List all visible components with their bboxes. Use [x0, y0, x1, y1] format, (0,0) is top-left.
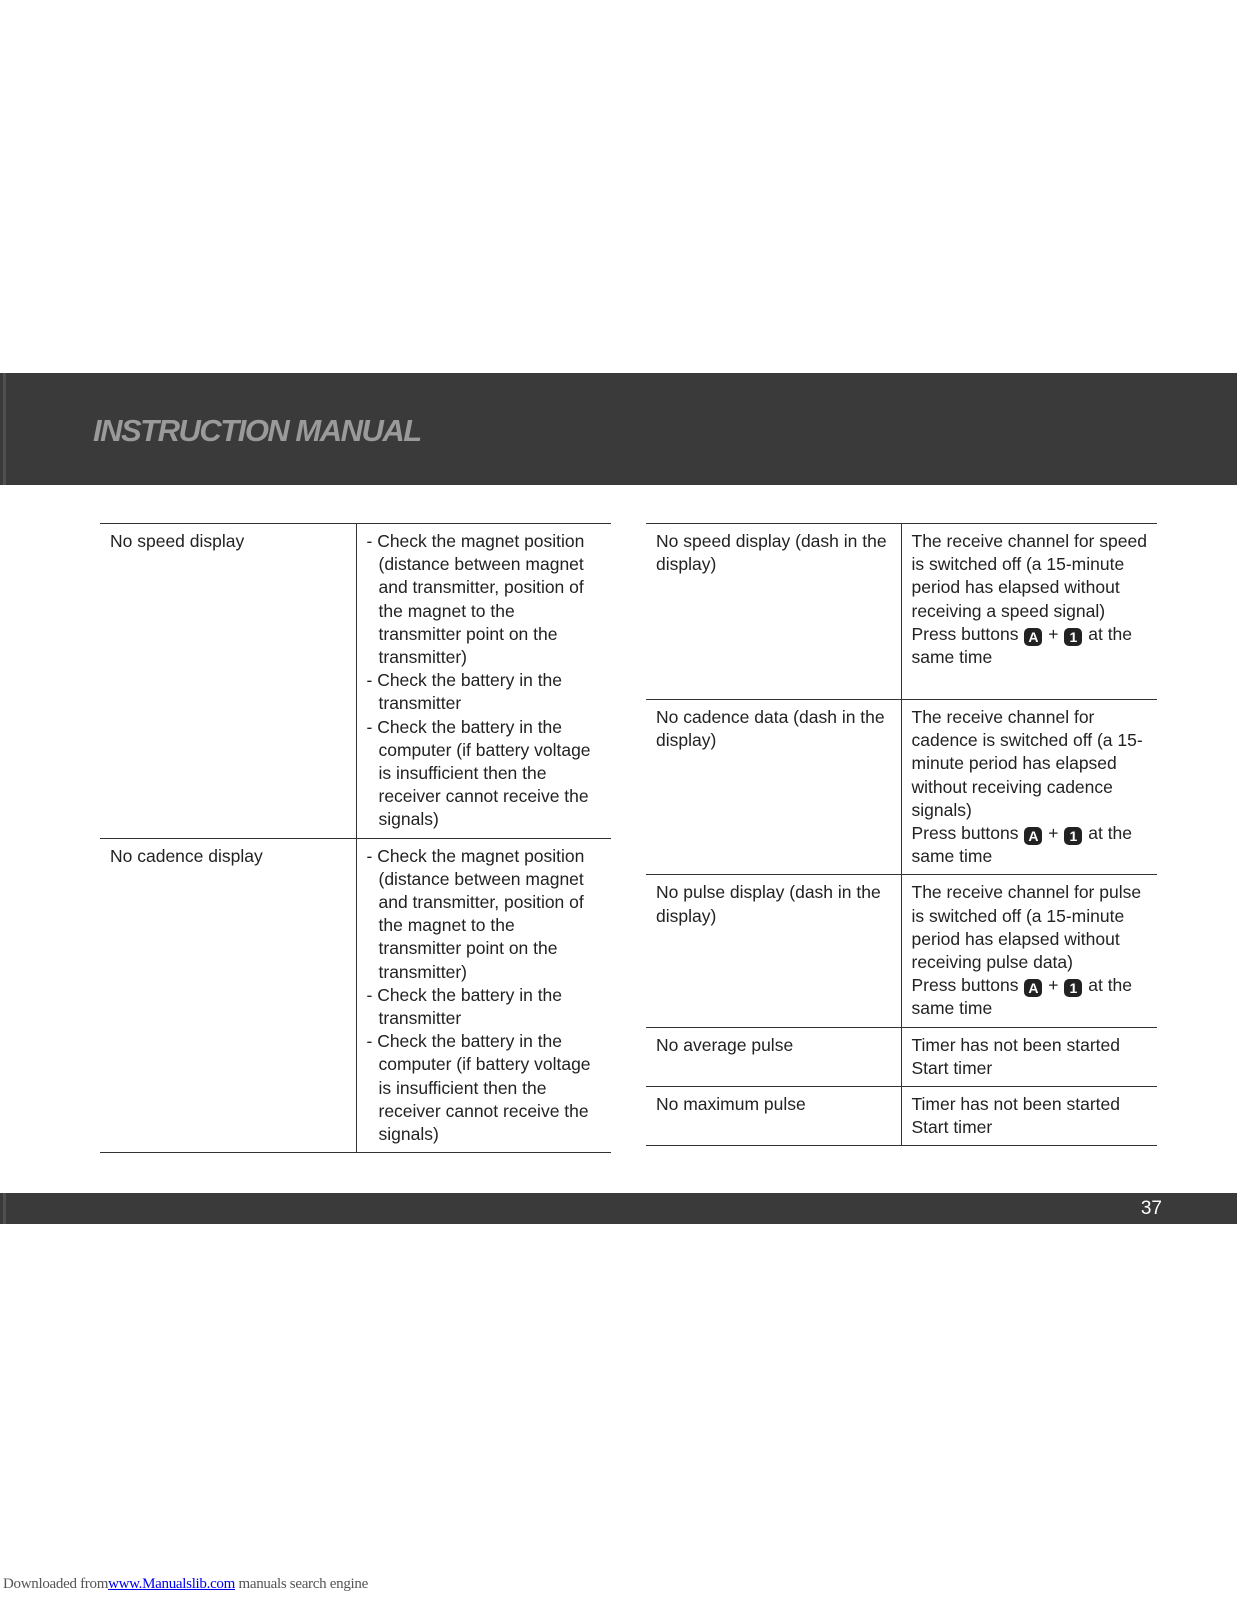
- problem-cell: No pulse display (dash in the display): [646, 875, 901, 1027]
- press-instruction: [912, 623, 1148, 669]
- cause-cell: [901, 875, 1157, 1027]
- button-1-icon: 1: [1064, 628, 1082, 646]
- manualslib-link[interactable]: www.Manualslib.com: [108, 1576, 236, 1592]
- list-item: - Check the battery in the computer (if battery voltage is insufficient then the receiver cannot receive the signals): [366, 716, 591, 830]
- list-item: - Check the battery in the computer (if battery voltage is insufficient then the receiver cannot receive the signals): [366, 1031, 591, 1145]
- cause-cell: [901, 1027, 1157, 1086]
- press-suffix: at the same time: [911, 975, 1133, 1019]
- button-a-icon: A: [1024, 628, 1042, 646]
- troubleshooting-table-left: [100, 523, 611, 1153]
- press-instruction: [912, 974, 1148, 1020]
- download-prefix: Downloaded from: [3, 1576, 109, 1592]
- footer-band: [0, 1193, 1237, 1224]
- table-row: [646, 1027, 1157, 1086]
- troubleshooting-table-right: [646, 523, 1157, 1146]
- press-prefix: Press buttons: [911, 975, 1019, 996]
- problem-cell: No maximum pulse: [646, 1087, 901, 1146]
- table-row: [646, 1087, 1157, 1146]
- list-item: - Check the magnet position (distance between magnet and transmitter, position of the magnet to the transmitter point on the transmitter): [366, 531, 585, 668]
- list-item: - Check the battery in the transmitter: [366, 670, 563, 714]
- list-item: - Check the magnet position (distance between magnet and transmitter, position of the magnet to the transmitter point on the transmitter): [366, 845, 585, 982]
- cause-text: Timer has not been started: [911, 1094, 1120, 1115]
- plus-sign: +: [1048, 823, 1059, 844]
- header-band-edge: [3, 373, 6, 485]
- footer-band-edge: [3, 1193, 6, 1224]
- press-instruction: [912, 822, 1148, 868]
- cause-text: The receive channel for speed is switched off (a 15-minute period has elapsed without receiving a speed signal): [911, 531, 1147, 621]
- cause-cell: [901, 1087, 1157, 1146]
- button-1-icon: 1: [1064, 827, 1082, 845]
- download-suffix: manuals search engine: [235, 1576, 368, 1592]
- problem-cell: No average pulse: [646, 1027, 901, 1086]
- plus-sign: +: [1048, 623, 1059, 644]
- checks-cell: [356, 838, 611, 1153]
- action-text: Start timer: [911, 1117, 993, 1138]
- action-text: Start timer: [911, 1057, 993, 1078]
- cause-text: The receive channel for pulse is switched off (a 15-minute period has elapsed without receiving pulse data): [911, 882, 1142, 973]
- button-a-icon: A: [1024, 979, 1042, 997]
- check-list: [367, 845, 602, 1147]
- page-number: 37: [1140, 1198, 1162, 1219]
- list-item: - Check the battery in the transmitter: [366, 984, 563, 1029]
- button-1-icon: 1: [1064, 979, 1082, 997]
- check-list: [367, 530, 602, 832]
- cause-text: The receive channel for cadence is switched off (a 15-minute period has elapsed without receiving cadence signals): [911, 707, 1143, 820]
- table-row: [100, 838, 611, 1153]
- press-suffix: at the same time: [911, 823, 1133, 867]
- table-row: [646, 875, 1157, 1027]
- press-prefix: Press buttons: [911, 823, 1019, 844]
- button-a-icon: A: [1024, 827, 1042, 845]
- problem-cell: No cadence display: [100, 838, 356, 1153]
- page-title: INSTRUCTION MANUAL: [93, 413, 421, 448]
- download-note: [3, 1576, 368, 1593]
- problem-cell: No speed display: [100, 524, 356, 839]
- table-row: [646, 700, 1157, 875]
- press-suffix: at the same time: [911, 623, 1133, 668]
- cause-cell: [901, 700, 1157, 875]
- press-prefix: Press buttons: [911, 623, 1019, 644]
- table-row: [100, 524, 611, 839]
- header-band: [0, 373, 1237, 485]
- cause-text: Timer has not been started: [911, 1034, 1120, 1055]
- problem-cell: No cadence data (dash in the display): [646, 700, 901, 875]
- cause-cell: [901, 524, 1157, 700]
- problem-cell: No speed display (dash in the display): [646, 524, 901, 700]
- table-row: [646, 524, 1157, 700]
- plus-sign: +: [1048, 975, 1059, 996]
- checks-cell: [356, 524, 611, 839]
